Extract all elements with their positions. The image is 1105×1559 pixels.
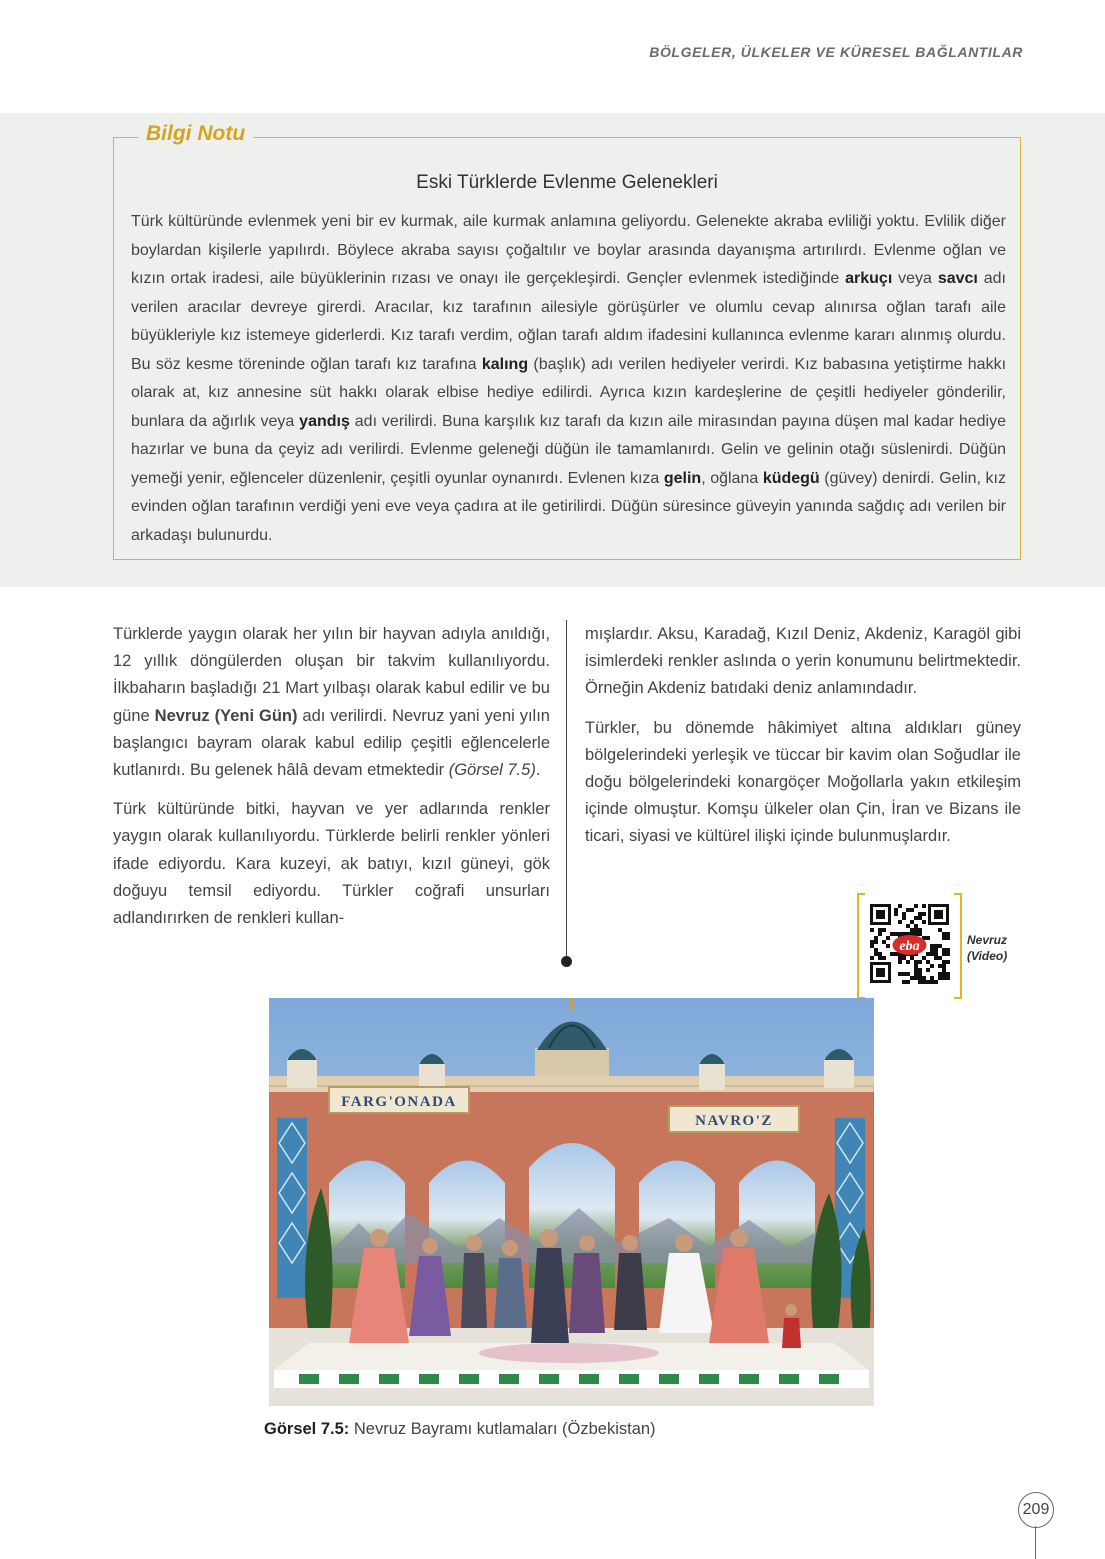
- qr-bracket-left: [857, 893, 865, 999]
- info-box-label: Bilgi Notu: [138, 122, 253, 146]
- info-box-title: Eski Türklerde Evlenme Gelenekleri: [416, 172, 718, 193]
- caption-label: Görsel 7.5:: [264, 1420, 350, 1438]
- text-column-right: [585, 621, 1021, 863]
- column-divider-dot: [561, 956, 572, 967]
- photo-sign-left: FARG'ONADA: [341, 1094, 457, 1110]
- photo-caption: [264, 1420, 656, 1439]
- caption-text: Nevruz Bayramı kutlamaları (Özbekistan): [349, 1420, 656, 1438]
- page-number: 209: [1018, 1492, 1054, 1528]
- info-box: [113, 122, 1021, 560]
- paragraph-nevruz: Türklerde yaygın olarak her yılın bir hayvan adıyla anıldığı, 12 yıllık döngülerden oluşan bir takvim kullanılıyordu. İlkbaharın başladığı 21 Mart yılbaşı olarak kabul edilir ve bu güne Nevruz (Yeni Gün) adı verilirdi. Nevruz yani yeni yılın başlangıcı bayram olarak kabul edilip çeşitli eğlencelerle kutlanırdı. Bu gelenek hâlâ devam etmektedir (Görsel 7.5).: [113, 625, 550, 780]
- qr-label: [967, 932, 1007, 964]
- qr-label-title: Nevruz: [967, 933, 1008, 947]
- running-header: BÖLGELER, ÜLKELER VE KÜRESEL BAĞLANTILAR: [649, 44, 1023, 60]
- paragraph-neighbors: Türkler, bu dönemde hâkimiyet altına aldıkları güney bölgelerindeki yerleşik ve tüccar bir kavim olan Soğudlar ile doğu bölgelerindeki konargöçer Moğollarla yakın etkileşim içinde olmuştur. Komşu ülkeler olan Çin, İran ve Bizans ile ticari, siyasi ve kültürel ilişki içinde bulunmuşlardır.: [585, 718, 1021, 846]
- nevruz-celebration-photo: [269, 998, 874, 1406]
- photo-sign-right: NAVRO'Z: [695, 1113, 773, 1129]
- column-divider: [566, 620, 567, 960]
- qr-code-block[interactable]: [857, 893, 962, 995]
- text-column-left: [113, 621, 550, 944]
- eba-logo-text: eba: [899, 939, 920, 954]
- qr-label-subtitle: (Video): [967, 949, 1008, 963]
- qr-code-icon[interactable]: [869, 903, 950, 984]
- info-box-text: Türk kültüründe evlenmek yeni bir ev kurmak, aile kurmak anlamına geliyordu. Gelenekte akraba evliliği yoktu. Evlilik diğer boylardan kişilerle yapılırdı. Böylece akraba sayısı çoğaltılır ve boylar arasında dayanışma artırılırdı. Evlenme oğlan ve kızın ortak iradesi, aile büyüklerinin rızası ve onayı ile gerçekleşirdi. Gençler evlenmek istediğinde arkuçı veya savcı adı verilen aracılar devreye girerdi. Aracılar, kız tarafının ailesiyle görüşürler ve olumlu cevap alınırsa oğlan tarafı aile büyükleriyle kız istemeye giderlerdi. Kız tarafı verdim, oğlan tarafı aldım ifadesini kullanınca evlenme kararı alınmış olurdu. Bu söz kesme töreninde oğlan tarafı kız tarafına kalıng (başlık) adı verilen hediyeler verirdi. Kız babasına yetiştirme hakkı olarak at, kız annesine süt hakkı olarak elbise hediye edilirdi. Ayrıca kızın kardeşlerine de çeşitli hediyeler gönderilir, bunlara da ağırlık veya yandış adı verilirdi. Buna karşılık kız tarafı da kızın aile mirasından payına düşen mal kadar hediye hazırlar ve buna da çeyiz adı verilirdi. Evlenme geleneği düğün ile tamamlanırdı. Gelin ve gelinin otağı süslenirdi. Düğün yemeği yenir, eğlenceler düzenlenir, çeşitli oyunlar oynanırdı. Evlenen kıza gelin, oğlana küdegü (güvey) denirdi. Gelin, kız evinden oğlan tarafının verdiği yeni eve veya çadıra at ile getirilirdi. Düğün süresince güveyin yanında sağdıç adı verilen bir arkadaşı bulunurdu.: [131, 213, 1007, 544]
- page-number-line: [1035, 1526, 1036, 1559]
- paragraph-colors-cont: mışlardır. Aksu, Karadağ, Kızıl Deniz, Akdeniz, Karagöl gibi isimlerdeki renkler aslında o yerin konumunu belirtmektedir. Örneğin Akdeniz batıdaki deniz anlamındadır.: [585, 625, 1021, 698]
- qr-bracket-right: [954, 893, 962, 999]
- paragraph-colors: Türk kültüründe bitki, hayvan ve yer adlarında renkler yaygın olarak kullanılıyordu. Türklerde belirli renkler yönleri ifade ediyordu. Kara kuzeyi, ak batıyı, kızıl güneyi, gök doğuyu temsil ediyordu. Türkler coğrafi unsurları adlandırırken de renkleri kullan-: [113, 800, 550, 928]
